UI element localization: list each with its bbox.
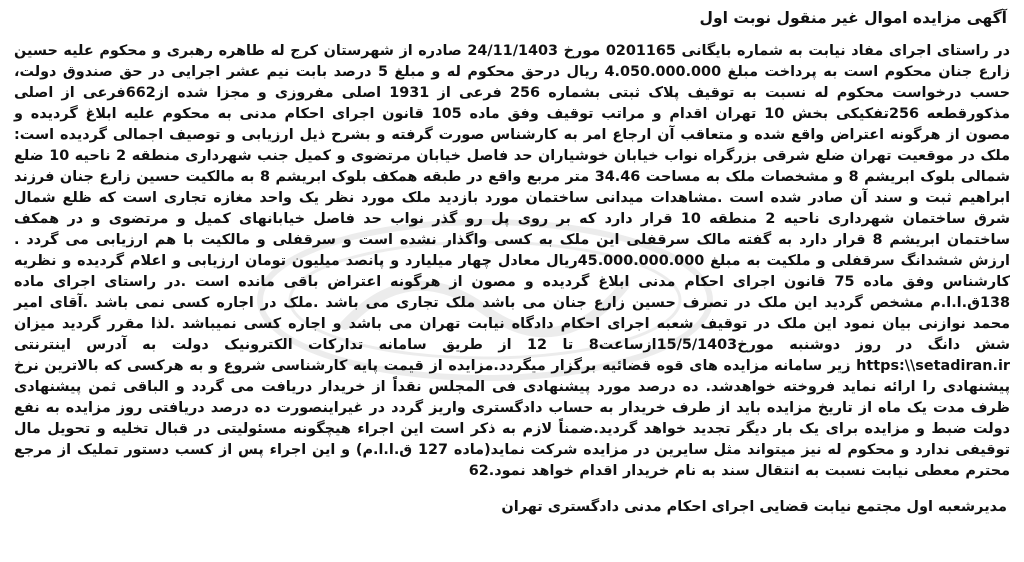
notice-title: آگهی مزایده اموال غیر منقول نوبت اول [699, 9, 1007, 27]
notice-body: در راستای اجرای مفاد نیابت به شماره بایگانی 0201165 مورخ 24/11/1403 صادره از شهرستان کرج له طاهره رهبری و محکوم علیه حسین زارع جنان محکوم است به پرداخت مبلغ 4.050.000.000 ریال درحق محکوم له و مبلغ 5 درصد بابت نیم عشر اجرایی در حق صندوق دولت، حسب درخواست محکوم له نسبت به توقیف پلاک ثبتی بشماره 256 فرعی از 1931 اصلی مفروزی و مجزا شده از662فرعی از اصلی مذکورقطعه 256تفکیکی بخش 10 تهران اقدام و مراتب توقیف وفق ماده 105 قانون اجرای احکام مدنی به محکوم علیه ابلاغ گردیده و مصون از هرگونه اعتراض واقع شده و متعاقب آن ارجاع امر به کارشناس صورت گرفته و بشرح ذیل ارزیابی و توصیف اجمالی گردیده است: ملک در موقعیت تهران ضلع شرقی بزرگراه نواب خیابان خوشیاران حد فاصل خیابان مرتضوی و کمیل جنب شهرداری منطقه 2 ناحیه 10 ضلع شمالی بلوک ابریشم 8 و مشخصات ملک به مساحت 34.46 متر مربع واقع در طبقه همکف بلوک ابریشم 8 به مالکیت حسین زارع جنان فرزند ابراهیم ثبت و سند آن صادر شده است .مشاهدات میدانی ساختمان مورد بازدید ملک مورد نظر یک واحد مغازه تجاری است که ظلع شمال شرق ساختمان شهرداری ناحیه 2 منطقه 10 قرار دارد که بر روی پل رو گذر نواب حد فاصل خیابانهای کمیل و مرتضوی و در همکف ساختمان ابریشم 8 قرار دارد به گفته مالک سرقفلی این ملک به کسی واگذار نشده است و سرقفلی و مالکیت با هم ارزیابی می گردد . ارزش ششدانگ سرقفلی و ملکیت به مبلغ 45.000.000.000ریال معادل چهار میلیارد و پانصد میلیون تومان ارزیابی و اعلام گردیده و نظریه کارشناس وفق ماده 75 قانون اجرای احکام مدنی ابلاغ گردیده و مصون از هرگونه اعتراض باقی مانده است .در راستای اجرای ماده 138ق.ا.ا.م مشخص گردید این ملک در تصرف حسین زارع جنان می باشد ملک تجاری می باشد .ملک در اجاره کسی نمی باشد .آقای امیر محمد نوازنی بیان نمود این ملک در توقیف شعبه اجرای احکام دادگاه نیابت تهران می باشد و اجاره کسی نمیباشد .لذا مقرر گردید میزان شش دانگ در روز دوشنبه مورخ15/5/1403ازساعت8 تا 12 از طریق سامانه تدارکات الکترونیک دولت به آدرس اینترنتی https:\\setadiran.ir زیر سامانه مزایده های قوه قضائیه برگزار میگردد.مزایده از قیمت پایه کارشناسی شروع و به هرکسی که بالاترین نرخ پیشنهادی را ارائه نماید فروخته خواهدشد. ده درصد مورد پیشنهادی فی المجلس نقداً از خریدار دریافت می گردد و الباقی ثمن پیشنهادی ظرف مدت یک ماه از تاریخ مزایده باید از طرف خریدار به حساب دادگستری واریز گردد در غیراینصورت ده درصد دریافتی روز مزایده به نفع دولت ضبط و مزایده برای یک بار دیگر تجدید خواهد گردید.ضمناً لازم به ذکر است این اجراء هیچگونه مسئولیتی در قبال تخلیه و تحویل مال توقیفی ندارد و محکوم له نیز میتواند مثل سایرین در مزایده شرکت نماید(ماده 127 ق.ا.ا.م) و این اجراء پس از کسب دستور تملیک از مرجع محترم معطی نیابت نسبت به انتقال سند به نام خریدار اقدام خواهد نمود.62 [14, 43, 1011, 479]
notice-signature: مدیرشعبه اول مجتمع نیابت قضایی اجرای احکام مدنی دادگستری تهران [501, 499, 1007, 515]
